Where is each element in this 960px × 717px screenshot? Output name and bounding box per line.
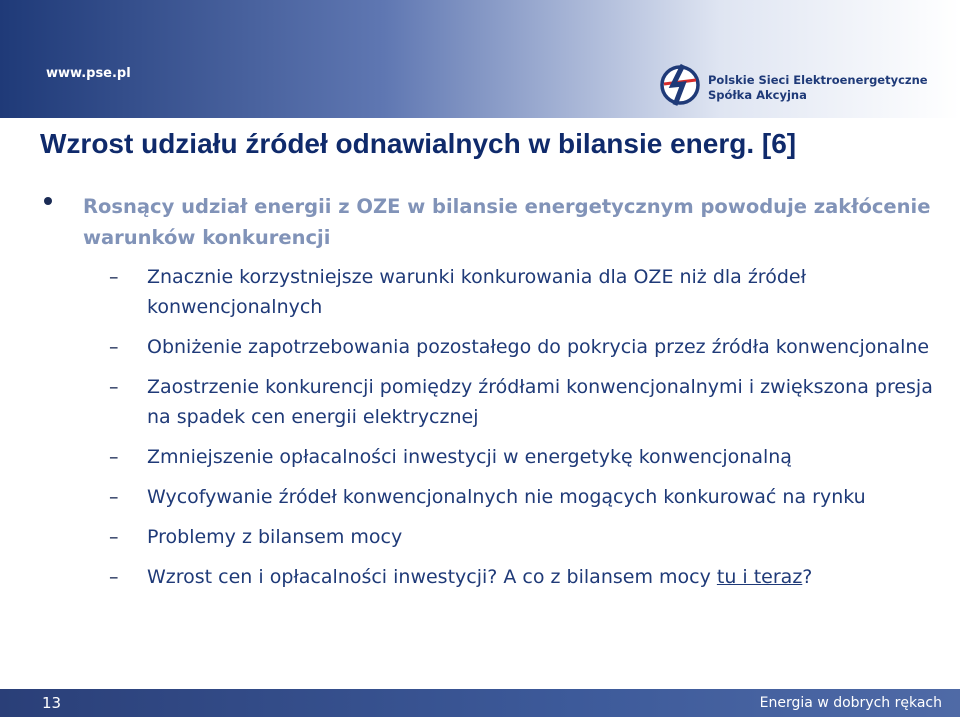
sub-bullet-item [0,522,960,552]
sub-bullet-text: Zaostrzenie konkurencji pomiędzy źródłami konwencjonalnymi i zwiększona presja na spadek cen energii elektrycznej [147,376,933,428]
main-bullet-text: Rosnący udział energii z OZE w bilansie energetycznym powoduje zakłócenie warunków konkurencji [83,195,931,249]
pse-lightning-logo-icon [658,60,702,110]
sub-bullet-item [0,262,960,322]
dash-marker: – [109,446,119,468]
dash-marker: – [109,266,119,288]
sub-bullet-text-after-link: ? [802,566,813,588]
sub-bullet-item [0,482,960,512]
sub-bullet-text: Znacznie korzystniejsze warunki konkurowania dla OZE niż dla źródeł konwencjonalnych [147,266,806,318]
tu-i-teraz-link[interactable]: tu i teraz [716,566,803,588]
sub-bullet-text: Problemy z bilansem mocy [147,526,403,548]
sub-bullet-list [0,262,960,602]
dash-marker: – [109,486,119,508]
company-name-line1: Polskie Sieci Elektroenergetyczne [708,73,928,87]
company-name [708,73,928,103]
site-url[interactable]: www.pse.pl [46,66,131,81]
bullet-dot [44,197,52,205]
dash-marker: – [109,526,119,548]
sub-bullet-item [0,372,960,432]
sub-bullet-text-before-link: Wzrost cen i opłacalności inwestycji? A co z bilansem mocy [147,566,717,588]
dash-marker: – [109,566,119,588]
sub-bullet-item [0,332,960,362]
dash-marker: – [109,376,119,398]
sub-bullet-item-last [0,562,960,592]
sub-bullet-text: Obniżenie zapotrzebowania pozostałego do pokrycia przez źródła konwencjonalne [147,336,930,358]
footer-slogan: Energia w dobrych rękach [759,695,942,711]
sub-bullet-text: Zmniejszenie opłacalności inwestycji w energetykę konwencjonalną [147,446,792,468]
company-name-line2: Spółka Akcyjna [708,88,807,102]
page-number: 13 [42,694,62,712]
sub-bullet-item [0,442,960,472]
dash-marker: – [109,336,119,358]
sub-bullet-text: Wycofywanie źródeł konwencjonalnych nie mogących konkurować na rynku [147,486,866,508]
slide-title: Wzrost udziału źródeł odnawialnych w bilansie energ. [6] [40,128,797,159]
